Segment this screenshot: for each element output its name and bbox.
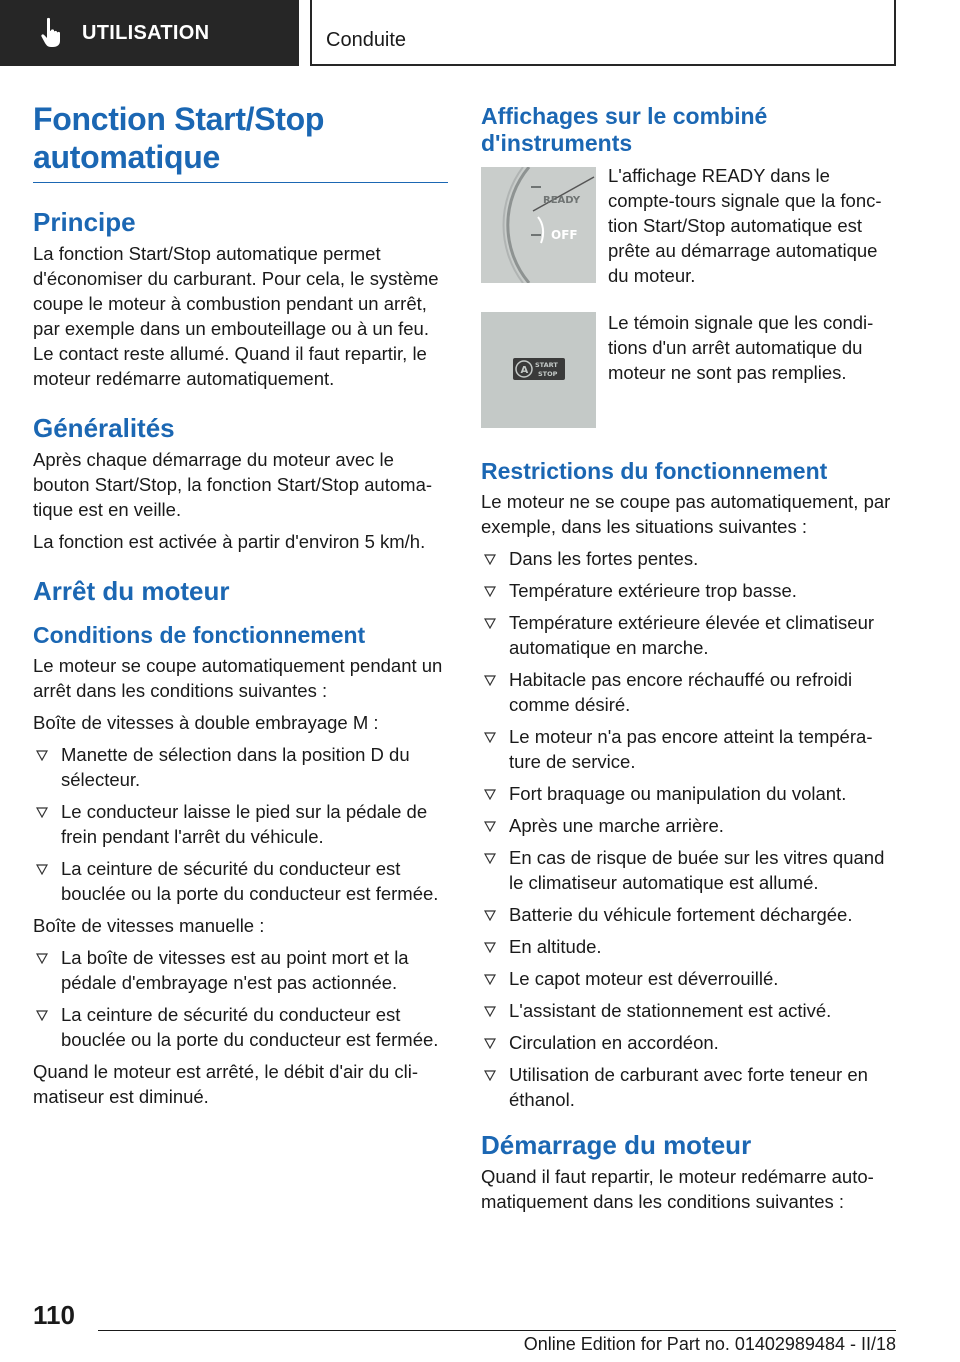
list-item: Le capot moteur est déverrouillé. xyxy=(481,966,896,991)
bullet-triangle-icon xyxy=(484,554,496,565)
list-item: Manette de sélection dans la position D du sélecteur. xyxy=(33,742,448,792)
list-item: Utilisation de carburant avec forte teneur en éthanol. xyxy=(481,1062,896,1112)
ready-display-text: L'affichage READY dans le compte-tours signale que la fonction Start/Stop automatique est prête au démarrage automatique du moteur. xyxy=(608,165,882,286)
list-item: Après une marche arrière. xyxy=(481,813,896,838)
startstop-indicator-image xyxy=(481,312,596,428)
closing-text: Quand le moteur est arrêté, le débit d'air du climatiseur est diminué. xyxy=(33,1061,419,1107)
chapter-tab xyxy=(310,0,896,66)
ready-display-image xyxy=(481,167,596,283)
list-item: Fort braquage ou manipulation du volant. xyxy=(481,781,896,806)
restrictions-list xyxy=(481,546,896,1112)
list-item: Le conducteur laisse le pied sur la pédale de frein pendant l'arrêt du véhicule. xyxy=(33,799,448,849)
principe-text: La fonction Start/Stop automatique permet d'économiser du carburant. Pour cela, le système coupe le moteur à combustion pendant un arrêt, par exemple dans un embouteillage ou à un feu. Le contact reste allumé. Quand il faut repartir, le moteur redémarre automatiquement. xyxy=(33,243,439,389)
dct-label: Boîte de vitesses à double embrayage M : xyxy=(33,712,379,733)
chapter-title: Conduite xyxy=(326,29,407,51)
demarrage-text: Quand il faut repartir, le moteur redémarre automatiquement dans les conditions suivantes : xyxy=(481,1166,874,1212)
bullet-triangle-icon xyxy=(484,910,496,921)
bullet-triangle-icon xyxy=(484,586,496,597)
list-item: Dans les fortes pentes. xyxy=(481,546,896,571)
generalites-text-1: Après chaque démarrage du moteur avec le bouton Start/Stop, la fonction Start/Stop automatique est en veille. xyxy=(33,449,433,520)
bullet-triangle-icon xyxy=(484,1038,496,1049)
bullet-triangle-icon xyxy=(484,789,496,800)
display-warning-row xyxy=(481,312,896,428)
list-item: Batterie du véhicule fortement déchargée. xyxy=(481,902,896,927)
heading-conditions: Conditions de fonctionnement xyxy=(33,622,366,648)
bullet-triangle-icon xyxy=(484,1070,496,1081)
bullet-triangle-icon xyxy=(484,675,496,686)
list-item: Température extérieure trop basse. xyxy=(481,578,896,603)
list-item: La ceinture de sécurité du conducteur est bouclée ou la porte du conducteur est fermée. xyxy=(33,856,448,906)
left-column xyxy=(33,100,448,1116)
list-item: L'assistant de stationnement est activé. xyxy=(481,998,896,1023)
list-item: En cas de risque de buée sur les vitres quand le climatiseur automatique est allumé. xyxy=(481,845,896,895)
restrictions-intro: Le moteur ne se coupe pas automatiquement, par exemple, dans les situations suivantes : xyxy=(481,491,891,537)
bullet-triangle-icon xyxy=(484,942,496,953)
footer-edition: Online Edition for Part no. 01402989484 - II/18 xyxy=(523,1334,896,1354)
heading-demarrage: Démarrage du moteur xyxy=(481,1130,752,1160)
list-item: Circulation en accordéon. xyxy=(481,1030,896,1055)
bullet-triangle-icon xyxy=(36,953,48,964)
heading-affichages: Affichages sur le combiné d'instruments xyxy=(481,103,768,156)
footer-rule xyxy=(98,1330,896,1331)
bullet-triangle-icon xyxy=(484,974,496,985)
heading-arret: Arrêt du moteur xyxy=(33,576,230,606)
bullet-triangle-icon xyxy=(36,750,48,761)
page-number: 110 xyxy=(33,1300,75,1330)
bullet-triangle-icon xyxy=(36,807,48,818)
list-item: Le moteur n'a pas encore atteint la température de service. xyxy=(481,724,896,774)
right-column xyxy=(481,103,896,1221)
page-title: Fonction Start/Stop automatique xyxy=(33,101,325,175)
generalites-text-2: La fonction est activée à partir d'environ 5 km/h. xyxy=(33,531,426,552)
warning-display-text: Le témoin signale que les conditions d'un arrêt automatique du moteur ne sont pas remplies. xyxy=(608,312,874,383)
manual-list xyxy=(33,945,448,1052)
heading-restrictions: Restrictions du fonctionnement xyxy=(481,458,828,484)
list-item: Habitacle pas encore réchauffé ou refroidi comme désiré. xyxy=(481,667,896,717)
title-block xyxy=(33,100,448,183)
svg-text:STOP: STOP xyxy=(538,370,558,378)
conditions-intro: Le moteur se coupe automatiquement pendant un arrêt dans les conditions suivantes : xyxy=(33,655,443,701)
list-item: La ceinture de sécurité du conducteur est bouclée ou la porte du conducteur est fermée. xyxy=(33,1002,448,1052)
section-tab xyxy=(0,0,299,66)
bullet-triangle-icon xyxy=(484,1006,496,1017)
list-item: En altitude. xyxy=(481,934,896,959)
svg-text:READY: READY xyxy=(543,195,581,206)
manual-label: Boîte de vitesses manuelle : xyxy=(33,915,265,936)
svg-text:A: A xyxy=(520,365,529,376)
bullet-triangle-icon xyxy=(484,732,496,743)
display-ready-row xyxy=(481,167,896,288)
heading-generalites: Généralités xyxy=(33,413,175,443)
svg-text:START: START xyxy=(535,361,558,369)
hand-pointer-icon xyxy=(38,16,68,50)
bullet-triangle-icon xyxy=(484,821,496,832)
bullet-triangle-icon xyxy=(36,1010,48,1021)
svg-text:OFF: OFF xyxy=(551,228,578,242)
list-item: Température extérieure élevée et climatiseur automatique en marche. xyxy=(481,610,896,660)
bullet-triangle-icon xyxy=(36,864,48,875)
section-title: UTILISATION xyxy=(82,21,210,44)
dct-list xyxy=(33,742,448,906)
heading-principe: Principe xyxy=(33,207,136,237)
list-item: La boîte de vitesses est au point mort et la pédale d'embrayage n'est pas actionnée. xyxy=(33,945,448,995)
bullet-triangle-icon xyxy=(484,618,496,629)
bullet-triangle-icon xyxy=(484,853,496,864)
